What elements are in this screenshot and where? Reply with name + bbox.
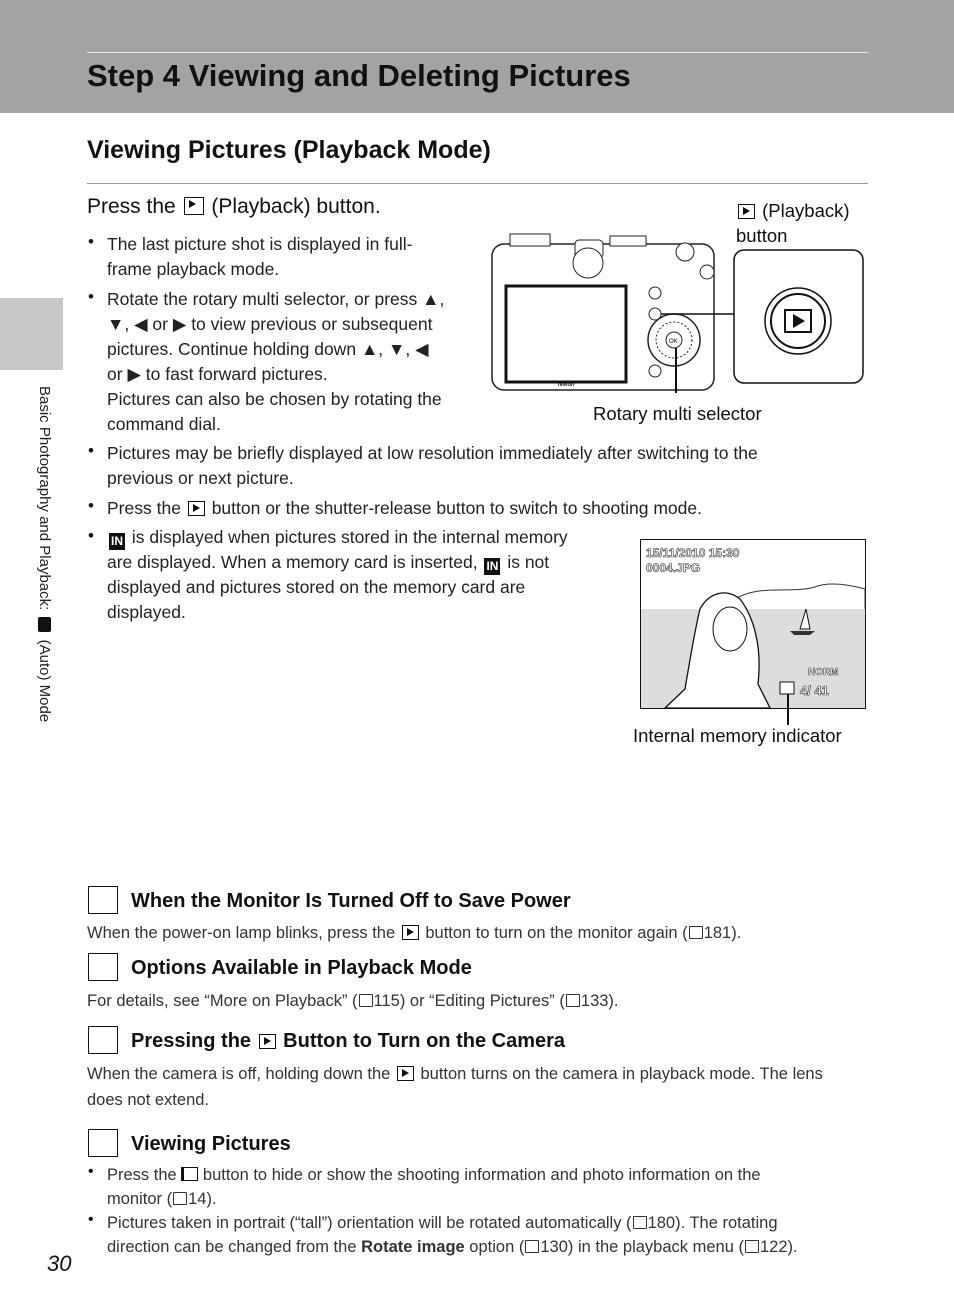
bullet-3-line-1: Pictures may be briefly displayed at low resolution immediately after switching to the [107,443,758,463]
note-3-title [131,1030,565,1053]
bullet-2-line-2: ▼, ◀ or ▶ to view previous or subsequent [107,314,433,334]
playback-icon [402,925,419,940]
note-4-text [107,1163,798,1259]
bullet-2-text-3: pictures. Continue holding down [107,339,357,359]
screen-counter: 4/ 41 [800,683,829,698]
note-4-b1-l2 [107,1187,798,1211]
left-arrow-icon: ◀ [134,314,148,334]
bullet-5-text-1: is displayed when pictures stored in the internal memory [131,527,568,547]
brand-logo: Nikon [558,382,575,388]
bullet-2-line-6: command dial. [107,414,221,434]
bullet-5-text-2a: are displayed. When a memory card is inserted, [107,552,478,572]
display-button-icon [181,1167,198,1181]
note-1-pre: When the power-on lamp blinks, press the [87,924,396,942]
note-3-text [87,1061,823,1113]
bullet-dot: • [88,441,94,460]
bullet-2-line-3: pictures. Continue holding down ▲, ▼, ◀ [107,339,429,359]
note-3-title-pre: Pressing the [131,1030,252,1052]
page-ref-icon [359,994,373,1007]
bullet-4-post: button or the shutter-release button to switch to shooting mode. [211,498,702,518]
bullet-2-line-5: Pictures can also be chosen by rotating the [107,389,442,409]
bullet-dot: • [88,526,94,545]
menu-button [649,365,661,377]
bullet-2-text-a: Rotate the rotary multi selector, or press [107,289,418,309]
header-band [0,0,954,113]
bullet-dot: • [88,1163,94,1180]
note-4-b2-l2-ref1: 130) in the playback menu ( [540,1238,744,1256]
bullet-2-or-2: or [107,364,123,384]
right-arrow-icon: ▶ [172,314,187,334]
note-4-b2-l2 [107,1235,798,1259]
note-4-b2-l2-mid: option ( [469,1238,525,1256]
up-arrow-icon: ▲ [360,339,379,359]
note-1-ref: 181). [703,924,742,942]
playback-screen-illustration [640,539,866,710]
note-4-title: Viewing Pictures [131,1133,291,1155]
note-4-b2-l2-pre: direction can be changed from the [107,1238,357,1256]
note-3-line-2: does not extend. [87,1091,210,1109]
instruction-pre: Press the [87,195,176,218]
page-ref-icon [173,1192,187,1205]
bullet-dot: • [88,232,94,251]
section-rule [87,183,868,184]
note-1-text [87,920,741,946]
screen-quality: NORM [808,667,839,678]
page-ref-icon [689,926,703,939]
camera-back-illustration [480,228,880,393]
instruction-post: (Playback) button. [211,195,381,218]
bullet-5-line-4: displayed. [107,602,186,622]
note-4-b2-l1-ref: 180). The rotating [647,1214,778,1232]
note-icon [88,1026,118,1054]
screen-date: 15/11/2010 15:30 [646,546,740,560]
note-4-b2-l1-pre: Pictures taken in portrait (“tall”) orientation will be rotated automatically ( [107,1214,632,1232]
bullet-1-line-2: frame playback mode. [107,259,280,279]
note-1-post: button to turn on the monitor again ( [425,924,688,942]
note-4-b1-l2-ref: 14). [188,1190,217,1208]
internal-memory-indicator [780,682,794,694]
callout-line [787,709,789,725]
chapter-side-label-a: Basic Photography and Playback: [36,386,53,611]
chapter-title: Step 4 Viewing and Deleting Pictures [87,58,631,93]
callout-text-b: button [736,225,788,246]
note-icon [88,953,118,981]
page-ref-icon [566,994,580,1007]
chapter-side-tab [0,298,63,370]
callout-line-1 [736,198,850,223]
bullet-4-line-1 [107,496,758,521]
note-4-b1-l2-pre: monitor ( [107,1190,173,1208]
note-2-pre: For details, see “More on Playback” ( [87,992,358,1010]
camera-button [649,287,661,299]
note-2-title: Options Available in Playback Mode [131,957,472,979]
bullet-2-or: or [152,314,168,334]
note-4-b1-pre: Press the [107,1166,177,1184]
playback-icon [188,501,205,516]
bullet-dot: • [88,287,94,306]
bullet-2-text-c: to view previous or subsequent [191,314,433,334]
bullet-5-text-2b: is not [507,552,550,572]
note-3-l1-post: button turns on the camera in playback mode. The lens [420,1065,823,1083]
playback-button-callout [736,198,850,248]
down-arrow-icon: ▼ [107,314,125,334]
right-arrow-icon: ▶ [127,364,141,384]
chapter-side-label-b: (Auto) Mode [36,639,53,723]
note-4-b2-l2-ref2: 122). [759,1238,798,1256]
internal-memory-icon: IN [111,534,123,548]
screen-filename: 0004.JPG [646,561,701,575]
bullet-5-line-3: displayed and pictures stored on the memory card are [107,577,526,597]
svg-text:OK: OK [669,339,678,345]
playback-icon [738,204,755,219]
playback-icon [397,1066,414,1081]
bullet-2-line-1: Rotate the rotary multi selector, or press ▲, [107,289,445,309]
bullet-2-text-4: to fast forward pictures. [145,364,328,384]
note-2-ref2: 133). [580,992,619,1010]
note-2-text [87,988,619,1014]
chapter-side-label [36,386,53,722]
note-4-b1-post: button to hide or show the shooting information and photo information on the [202,1166,761,1184]
note-icon [88,1129,118,1157]
rotary-selector-callout: Rotary multi selector [593,403,762,424]
page-ref-icon [525,1240,539,1253]
note-4-b2-bold: Rotate image [361,1238,465,1256]
bullet-dot: • [88,496,94,515]
note-4-b2-l1 [107,1211,798,1235]
playback-icon [259,1034,276,1049]
callout-text-a: (Playback) [762,200,850,221]
note-3-title-post: Button to Turn on the Camera [283,1030,566,1052]
internal-memory-callout: Internal memory indicator [633,725,842,746]
lcd-screen [506,286,626,382]
bullet-1-line-1: The last picture shot is displayed in full- [107,234,413,254]
note-4-b1-l1 [107,1163,798,1187]
note-3-l1-pre: When the camera is off, holding down the [87,1065,391,1083]
page-ref-icon [745,1240,759,1253]
bullet-3-line-2: previous or next picture. [107,468,294,488]
note-icon [88,886,118,914]
internal-memory-icon: IN [486,559,499,573]
note-2-ref1: 115) or “Editing Pictures” ( [373,992,565,1010]
playback-icon [184,197,204,215]
up-arrow-icon: ▲ [422,289,440,309]
section-title: Viewing Pictures (Playback Mode) [87,136,491,164]
page-number: 30 [47,1251,72,1276]
left-arrow-icon: ◀ [415,339,429,359]
camera-icon [38,617,51,632]
playback-button [649,308,661,320]
instruction-heading [87,195,381,219]
bullet-4-pre: Press the [107,498,181,518]
page-ref-icon [633,1216,647,1229]
note-1-title: When the Monitor Is Turned Off to Save Power [131,890,571,912]
header-rule [87,52,868,53]
note-3-line-1 [87,1061,823,1087]
down-arrow-icon: ▼ [388,339,406,359]
bullet-dot: • [88,1211,94,1228]
